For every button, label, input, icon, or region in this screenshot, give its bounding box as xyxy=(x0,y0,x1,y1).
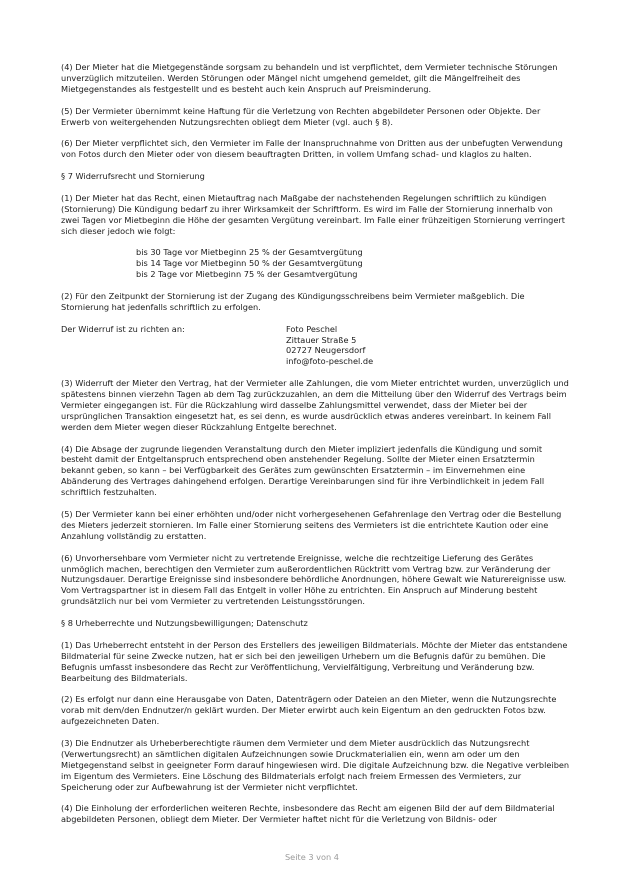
withdrawal-address-row xyxy=(61,324,570,368)
fee-list xyxy=(136,247,570,280)
paragraph-7-5: (5) Der Vermieter kann bei einer erhöhten und/oder nicht vorhergesehenen Gefahrenlage den Vertrag oder die Bestellung des Mieters jederzeit stornieren. Im Falle einer Stornierung seitens des Vermieters ist die entrichtete Kaution oder eine Anzahlung vollständig zu erstatten. xyxy=(61,509,562,541)
paragraph-8-1: (1) Das Urheberrecht entsteht in der Person des Erstellers des jeweiligen Bildmaterials. Möchte der Mieter das entstandene Bildmaterial für seine Zwecke nutzen, hat er sich bei den jeweiligen Urhebern um die Befugnis dafür zu bemühen. Die Befugnis umfasst insbesondere das Recht zur Veröffentlichung, Vervielfältigung, Verbreitung und Veränderung bzw. Bearbeitung des Bildmaterials. xyxy=(61,639,568,683)
paragraph-7-6: (6) Unvorhersehbare vom Vermieter nicht zu vertretende Ereignisse, welche die rechtzeitige Lieferung des Gerätes unmöglich machen, berechtigen den Vermieter zum außerordentlichen Rücktritt vom Vertrag bzw. zur Veränderung der Nutzungsdauer. Derartige Ereignisse sind insbesondere behördliche Anordnungen, höhere Gewalt wie Naturereignisse usw. Vom Vertragspartner ist in diesem Fall das Entgelt in voller Höhe zu entrichten. Ein Anspruch auf Minderung besteht grundsätzlich nur bei vom Vermieter zu vertretenden Leistungsstörungen. xyxy=(61,552,567,607)
paragraph-7-3: (3) Widerruft der Mieter den Vertrag, hat der Vermieter alle Zahlungen, die vom Mieter entrichtet wurden, unverzüglich und spätestens binnen vierzehn Tagen ab dem Tag zurückzuzahlen, an dem die Mitteilung über den Widerruf des Vertrags beim Vermieter eingegangen ist. Für die Rückzahlung wird dasselbe Zahlungsmittel verwendet, dass der Mieter bei der ursprünglichen Transaktion eingesetzt hat, es sei denn, es wurde ausdrücklich etwas anderes vereinbart. In keinem Fall werden dem Mieter wegen dieser Rückzahlung Entgelte berechnet. xyxy=(61,378,569,432)
withdrawal-label: Der Widerruf ist zu richten an: xyxy=(61,323,185,334)
address-street: Zittauer Straße 5 xyxy=(286,334,357,345)
document-body xyxy=(61,62,570,836)
paragraph-8-3: (3) Die Endnutzer als Urheberberechtigte räumen dem Vermieter und dem Mieter ausdrücklich das Nutzungsrecht (Verwertungsrecht) an sämtlichen digitalen Aufzeichnungen sowie Druckmaterialien ein, wenn am oder um den Mietgegenstand selbst in geeigneter Form darauf hingewiesen wird. Die digitale Aufzeichnung bzw. die Negative verbleiben im Eigentum des Vermieters. Eine Löschung des Bildmaterials erfolgt nach freiem Ermessen des Vermieters, zur Speicherung oder zur Aufbewahrung ist der Vermieter nicht verpflichtet. xyxy=(61,737,570,792)
fee-item: bis 30 Tage vor Mietbeginn 25 % der Gesamtvergütung xyxy=(136,247,363,258)
paragraph-7-2: (2) Für den Zeitpunkt der Stornierung ist der Zugang des Kündigungsschreibens beim Vermieter maßgeblich. Die Stornierung hat jedenfalls schriftlich zu erfolgen. xyxy=(61,290,525,312)
paragraph-8-2: (2) Es erfolgt nur dann eine Herausgabe von Daten, Datenträgern oder Dateien an den Mieter, wenn die Nutzungsrechte vorab mit dem/den Endnutzer/n geklärt wurden. Der Mieter erwirbt auch kein Eigentum an den gedruckten Fotos bzw. aufgezeichneten Daten. xyxy=(61,694,557,727)
paragraph-7-4: (4) Die Absage der zugrunde liegenden Veranstaltung durch den Mieter impliziert jedenfalls die Kündigung und somit besteht damit der Entgeltanspruch entsprechend oben anstehender Regelung. Sollte der Mieter einen Ersatztermin bekannt geben, so kann – bei Verfügbarkeit des Gerätes zum gewünschten Ersatztermin – im Einvernehmen eine Abänderung des Vertrages dahingehend erfolgen. Derartige Vereinbarungen sind für ihre Verbindlichkeit in jedem Fall schriftlich festzuhalten. xyxy=(61,443,545,498)
paragraph-6-5: (5) Der Vermieter übernimmt keine Haftung für die Verletzung von Rechten abgebildeter Personen oder Objekte. Der Erwerb von weitergehenden Nutzungsrechten obliegt dem Mieter (vgl. auch § 8). xyxy=(61,105,541,127)
fee-item: bis 14 Tage vor Mietbeginn 50 % der Gesamtvergütung xyxy=(136,258,363,269)
paragraph-6-6: (6) Der Mieter verpflichtet sich, den Vermieter im Falle der Inanspruchnahme von Dritten aus der unbefugten Verwendung von Fotos durch den Mieter oder von diesem beauftragten Dritten, in vollem Umfang schad- und klaglos zu halten. xyxy=(61,138,563,160)
address-block xyxy=(286,324,373,368)
address-city: 02727 Neugersdorf xyxy=(286,345,366,356)
paragraph-8-4: (4) Die Einholung der erforderlichen weiteren Rechte, insbesondere das Recht am eigenen Bild der auf dem Bildmaterial abgebildeten Personen, obliegt dem Mieter. Der Vermieter haftet nicht für die Verletzung von Bildnis- oder xyxy=(61,803,555,825)
page-number: Seite 3 von 4 xyxy=(284,852,340,862)
address-company: Foto Peschel xyxy=(286,323,338,334)
section-heading-7: § 7 Widerrufsrecht und Stornierung xyxy=(61,171,205,182)
address-email: info@foto-peschel.de xyxy=(286,356,374,367)
section-heading-8: § 8 Urheberrechte und Nutzungsbewilligungen; Datenschutz xyxy=(61,618,308,629)
paragraph-6-4: (4) Der Mieter hat die Mietgegenstände sorgsam zu behandeln und ist verpflichtet, dem Vermieter technische Störungen unverzüglich mitzuteilen. Werden Störungen oder Mängel nicht umgehend gemeldet, gilt die Mängelfreiheit des Mietgegenstandes als festgestellt und es besteht auch kein Anspruch auf Preisminderung. xyxy=(61,62,558,94)
paragraph-7-1: (1) Der Mieter hat das Recht, einen Mietauftrag nach Maßgabe der nachstehenden Regelungen schriftlich zu kündigen (Stornierung) Die Kündigung bedarf zu ihrer Wirksamkeit der Schriftform. Es wird im Falle der Stornierung innerhalb von zwei Tagen vor Mietbeginn die Höhe der gesamten Vergütung vereinbart. Im Falle einer frühzeitigen Stornierung verringert sich dieser jedoch wie folgt: xyxy=(61,192,565,236)
fee-item: bis 2 Tage vor Mietbeginn 75 % der Gesamtvergütung xyxy=(136,269,358,280)
